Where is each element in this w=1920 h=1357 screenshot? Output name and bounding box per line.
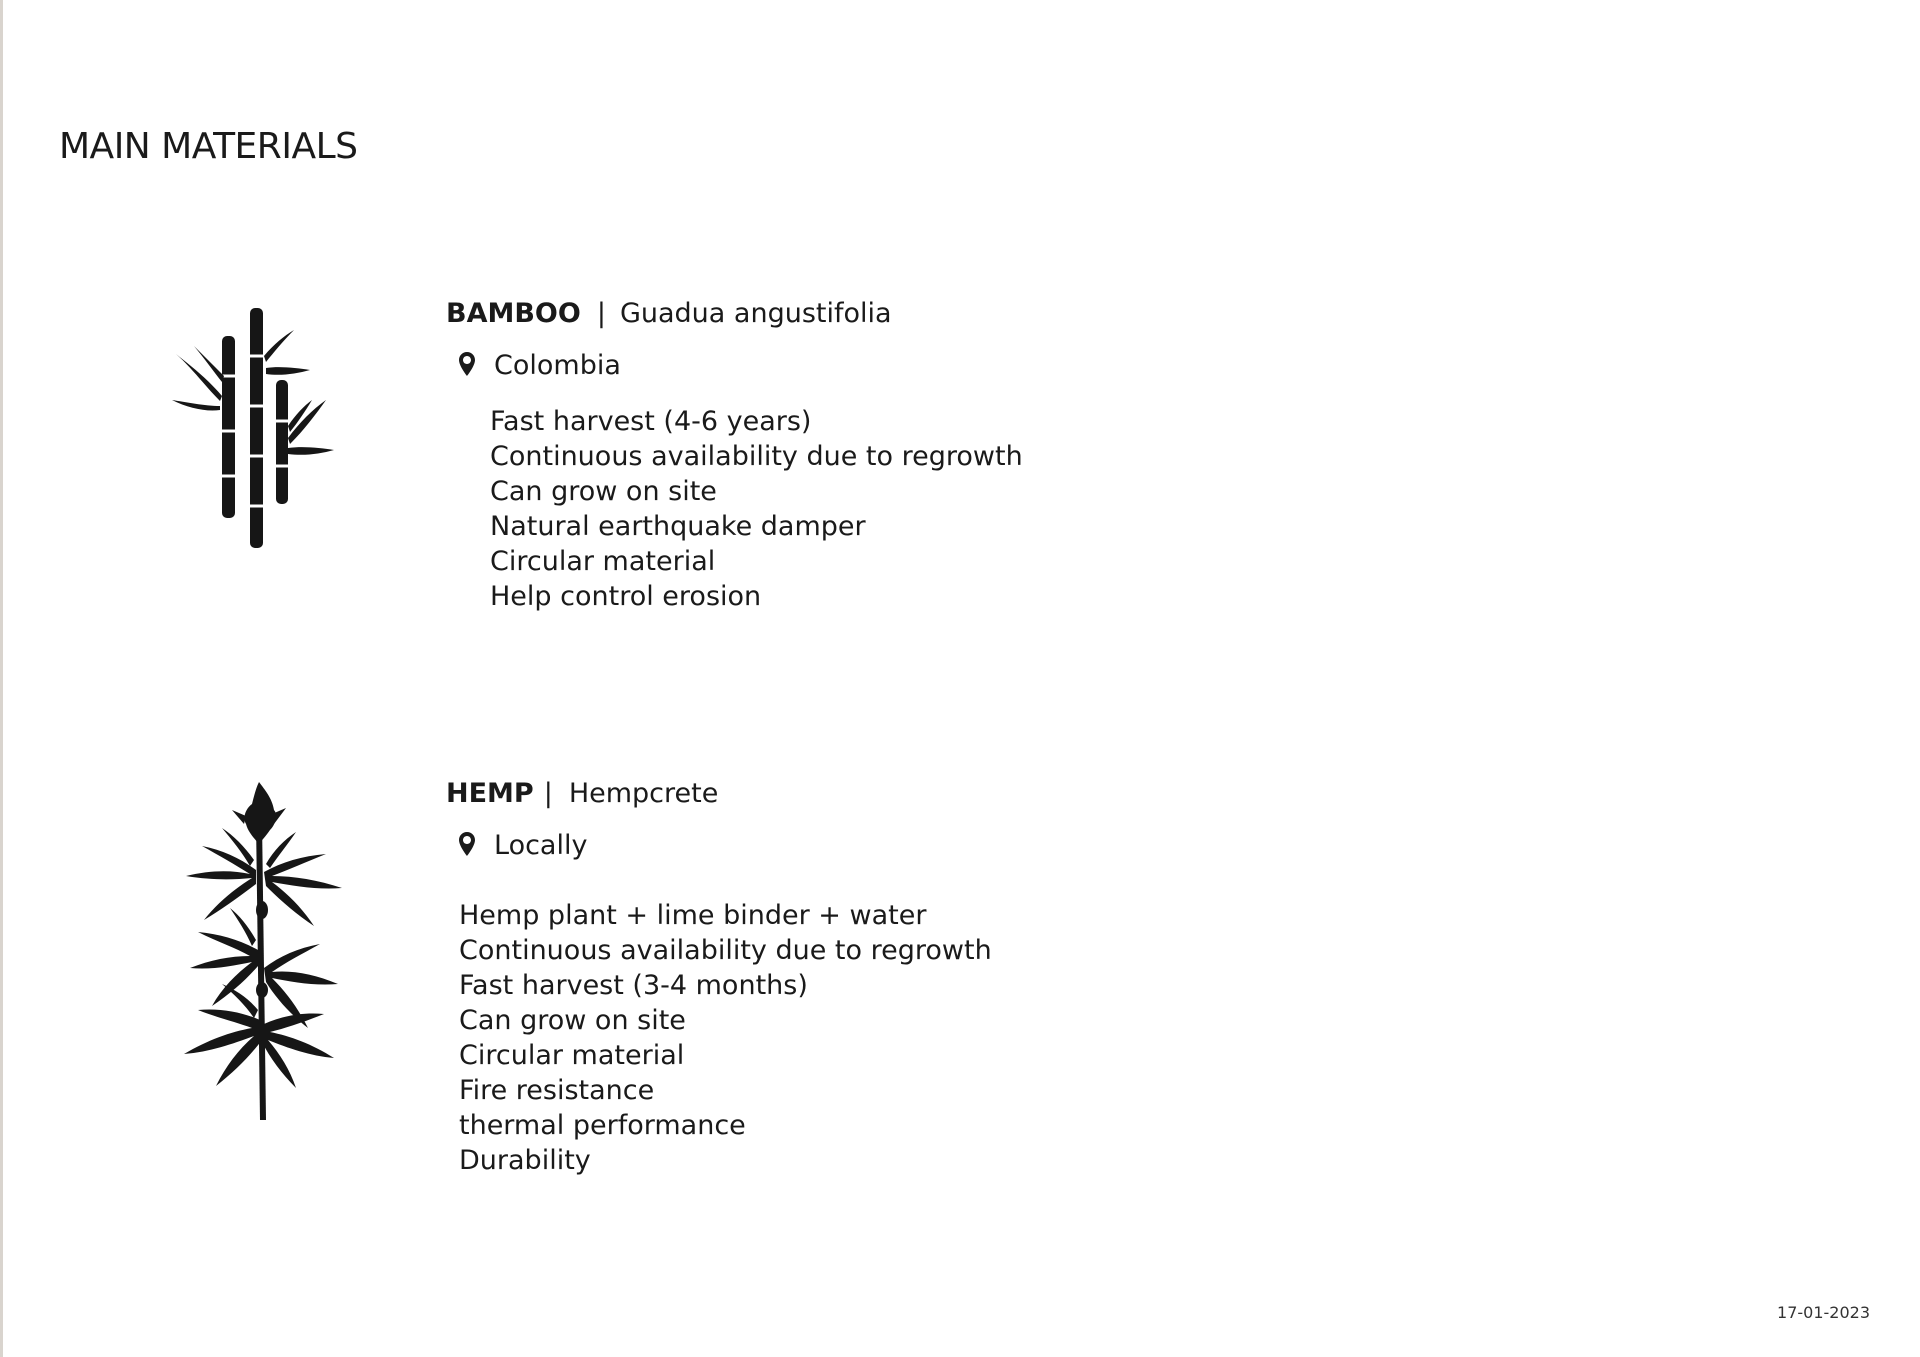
list-item: Circular material xyxy=(459,1040,685,1071)
list-item: Fast harvest (3-4 months) xyxy=(459,970,808,1001)
header-separator: | xyxy=(543,778,553,809)
list-item: thermal performance xyxy=(459,1110,746,1141)
material-location xyxy=(458,830,587,861)
material-location xyxy=(458,350,621,381)
list-item: Circular material xyxy=(490,546,716,577)
page-date: 17-01-2023 xyxy=(1777,1303,1870,1322)
bamboo-stalks-icon xyxy=(170,296,350,550)
material-name: HEMP xyxy=(446,778,534,809)
header-separator: | xyxy=(596,298,606,329)
list-item: Continuous availability due to regrowth xyxy=(490,441,1023,472)
location-label: Colombia xyxy=(494,350,621,381)
material-species: Guadua angustifolia xyxy=(619,298,892,329)
list-item: Can grow on site xyxy=(459,1005,686,1036)
list-item: Fast harvest (4-6 years) xyxy=(490,406,812,437)
location-label: Locally xyxy=(494,830,588,861)
page-edge-rule xyxy=(0,0,3,1357)
page-title: MAIN MATERIALS xyxy=(59,126,358,167)
feature-list xyxy=(490,404,1023,614)
list-item: Fire resistance xyxy=(459,1075,655,1106)
feature-list xyxy=(459,898,992,1178)
list-item: Durability xyxy=(459,1145,591,1176)
map-pin-icon xyxy=(458,351,476,377)
list-item: Continuous availability due to regrowth xyxy=(459,935,992,966)
material-species: Hempcrete xyxy=(568,778,719,809)
list-item: Help control erosion xyxy=(490,581,762,612)
material-header xyxy=(446,298,892,329)
hemp-plant-icon xyxy=(170,780,360,1130)
material-name: BAMBOO xyxy=(446,298,581,329)
list-item: Can grow on site xyxy=(490,476,717,507)
list-item: Natural earthquake damper xyxy=(490,511,866,542)
material-header xyxy=(446,778,718,809)
list-item: Hemp plant + lime binder + water xyxy=(459,900,927,931)
map-pin-icon xyxy=(458,831,476,857)
